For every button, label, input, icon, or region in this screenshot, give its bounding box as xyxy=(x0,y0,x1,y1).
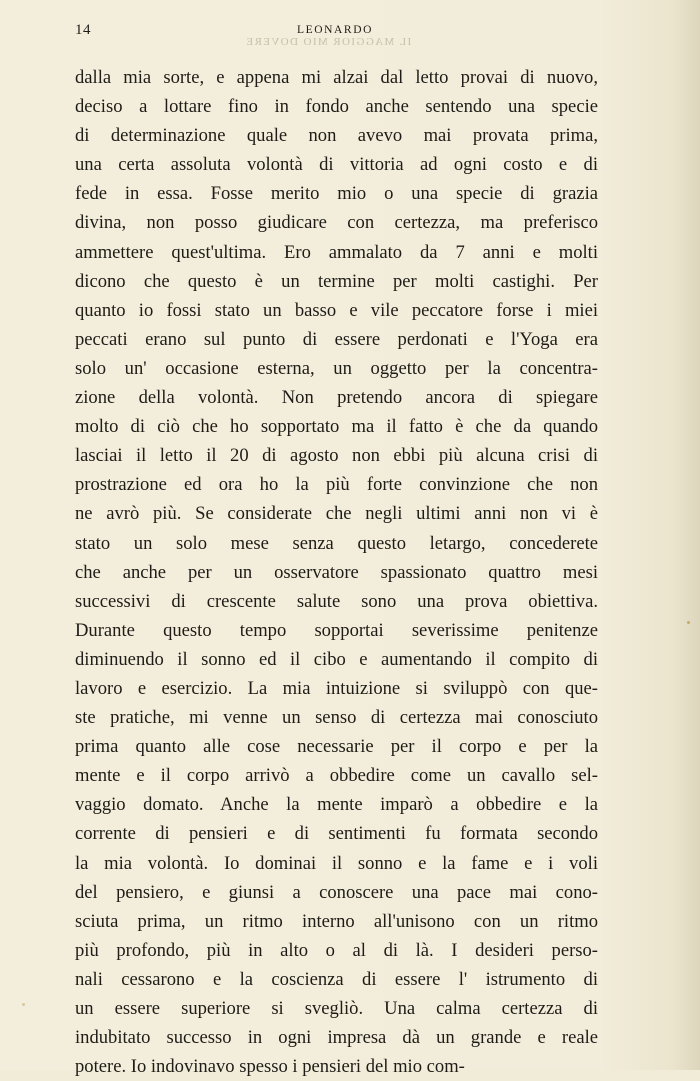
text-line: la mia volontà. Io dominai il sonno e la fame e i voli xyxy=(75,852,598,874)
text-line: ammettere quest'ultima. Ero ammalato da 7 anni e molti xyxy=(75,241,598,263)
text-line: ste pratiche, mi venne un senso di certezza mai conosciuto xyxy=(75,707,598,729)
text-line: più profondo, più in alto o al di là. I desideri perso- xyxy=(75,939,598,961)
text-line: un essere superiore si svegliò. Una calma certezza di xyxy=(75,998,598,1019)
text-line: fede in essa. Fosse merito mio o una specie di grazia xyxy=(75,183,598,205)
page-number: 14 xyxy=(75,22,91,38)
body-text xyxy=(75,63,598,1081)
text-line: vaggio domato. Anche la mente imparò a obbedire e la xyxy=(75,794,598,816)
text-line: indubitato successo in ogni impresa dà un grande e reale xyxy=(75,1027,598,1049)
text-line: diminuendo il sonno ed il cibo e aumentando il compito di xyxy=(75,648,598,670)
text-line: stato un solo mese senza questo letargo, concederete xyxy=(75,532,598,554)
text-line: deciso a lottare fino in fondo anche sentendo una specie xyxy=(75,96,598,118)
running-head: LEONARDO xyxy=(296,24,374,36)
text-line: nali cessarono e la coscienza di essere l' istrumento di xyxy=(75,968,598,990)
text-line: di determinazione quale non avevo mai provata prima, xyxy=(75,125,598,147)
text-line: dalla mia sorte, e appena mi alzai dal letto provai di nuovo, xyxy=(75,67,598,88)
paper-speck xyxy=(687,621,690,624)
text-line: molto di ciò che ho sopportato ma il fatto è che da quando xyxy=(75,416,598,438)
text-line: dicono che questo è un termine per molti castighi. Per xyxy=(75,270,598,292)
text-line: Durante questo tempo sopportai severissime penitenze xyxy=(75,619,598,641)
text-line: potere. Io indovinavo spesso i pensieri del mio com- xyxy=(75,1056,465,1078)
text-line: prostrazione ed ora ho la più forte convinzione che non xyxy=(75,474,598,496)
text-line: solo un' occasione esterna, un oggetto per la concentra- xyxy=(75,357,598,379)
text-line: che anche per un osservatore spassionato quattro mesi xyxy=(75,561,598,583)
paper-speck xyxy=(22,1003,25,1006)
text-line: lasciai il letto il 20 di agosto non ebbi più alcuna crisi di xyxy=(75,445,598,467)
text-line: quanto io fossi stato un basso e vile peccatore forse i miei xyxy=(75,299,598,321)
text-line: del pensiero, e giunsi a conoscere una pace mai cono- xyxy=(75,881,598,903)
text-line: lavoro e esercizio. La mia intuizione si sviluppò con que- xyxy=(75,677,598,699)
text-line: peccati erano sul punto di essere perdonati e l'Yoga era xyxy=(75,328,598,350)
text-line: sciuta prima, un ritmo interno all'unisono con un ritmo xyxy=(75,910,598,932)
bleed-through-text: IL MAGGIOR MIO DOVERE xyxy=(245,36,412,48)
text-line: mente e il corpo arrivò a obbedire come un cavallo sel- xyxy=(75,765,598,787)
text-line: zione della volontà. Non pretendo ancora di spiegare xyxy=(75,387,598,409)
text-line: corrente di pensieri e di sentimenti fu formata secondo xyxy=(75,823,598,845)
text-line: successivi di crescente salute sono una prova obiettiva. xyxy=(75,590,598,612)
text-line: prima quanto alle cose necessarie per il corpo e per la xyxy=(75,736,598,758)
text-line: ne avrò più. Se considerate che negli ultimi anni non vi è xyxy=(75,503,598,525)
text-line: una certa assoluta volontà di vittoria ad ogni costo e di xyxy=(75,154,598,176)
text-line: divina, non posso giudicare con certezza, ma preferisco xyxy=(75,212,598,234)
